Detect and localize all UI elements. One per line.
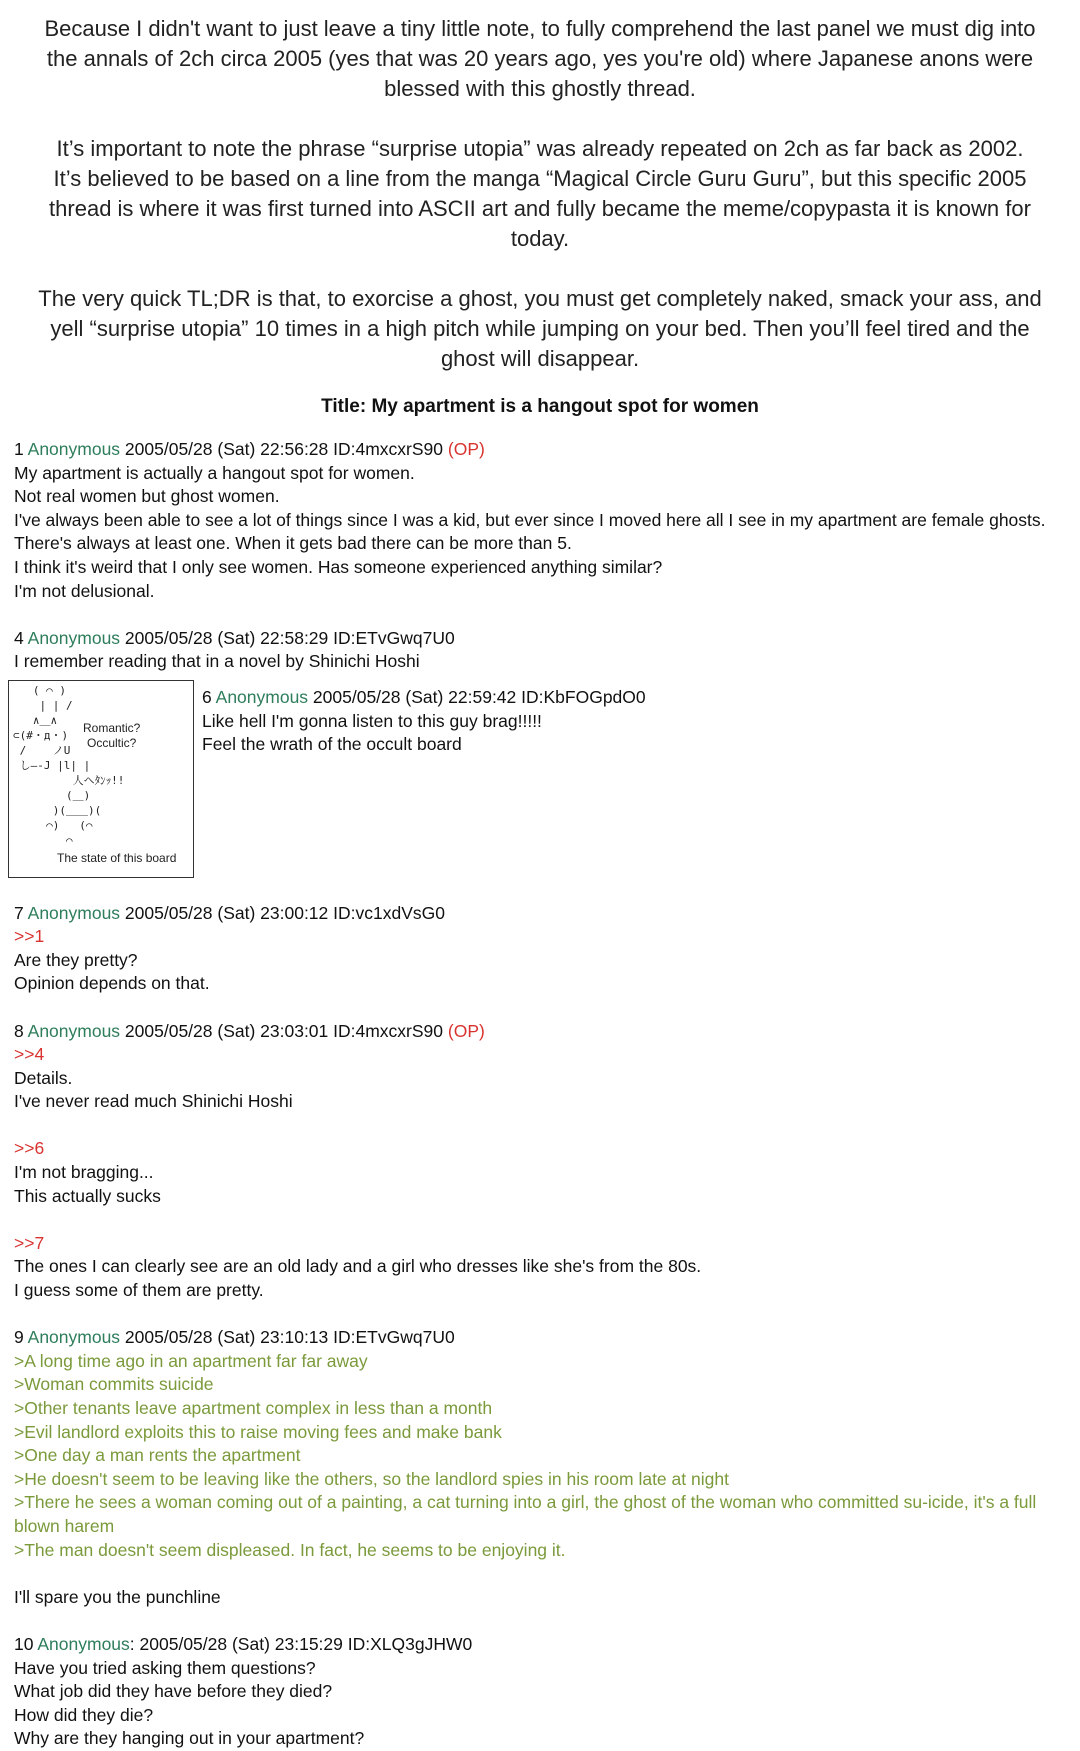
post-line: What job did they have before they died? xyxy=(14,1681,333,1702)
thread-title: Title: My apartment is a hangout spot for women xyxy=(321,396,759,417)
spacer xyxy=(14,1114,1066,1138)
greentext-line: >Other tenants leave apartment complex in less than a month xyxy=(14,1398,493,1418)
intro-paragraph-2b: It’s believed to be based on a line from the manga “Magical Circle Guru Guru”, but this specific 2005 thread is where it was first turned into ASCII art and fully became the meme/copypasta it is known for today. xyxy=(49,166,1031,251)
reply-link[interactable]: >>7 xyxy=(14,1232,45,1253)
post-line: I've always been able to see a lot of things since I was a kid, but ever since I moved here all I see in my apartment are female ghosts. xyxy=(14,509,1046,530)
post-number: 10 xyxy=(14,1633,34,1654)
post-header xyxy=(14,438,1066,462)
post-line: I'm not delusional. xyxy=(14,580,155,601)
spacer xyxy=(14,1562,1066,1586)
intro-paragraph-2a: It’s important to note the phrase “surprise utopia” was already repeated on 2ch as far back as 2002. xyxy=(56,136,1024,161)
post-meta: 2005/05/28 (Sat) 23:03:01 ID:4mxcxrS90 xyxy=(120,1020,448,1041)
greentext-line: >Evil landlord exploits this to raise moving fees and make bank xyxy=(14,1421,502,1442)
post-header xyxy=(14,1020,1066,1044)
post-header xyxy=(14,627,1066,651)
greentext-line: >Woman commits suicide xyxy=(14,1374,214,1395)
post-line: The ones I can clearly see are an old lady and a girl who dresses like she's from the 80s. xyxy=(14,1256,702,1277)
intro-paragraph-3: The very quick TL;DR is that, to exorcise a ghost, you must get completely naked, smack your ass, and yell “surprise utopia” 10 times in a high pitch while jumping on your bed. Then you’ll feel tired and the ghost will disappear. xyxy=(38,286,1042,371)
post-line: Have you tried asking them questions? xyxy=(14,1657,316,1678)
greentext-line: >A long time ago in an apartment far far away xyxy=(14,1350,368,1371)
thread xyxy=(0,438,1080,1751)
post-header xyxy=(202,686,646,710)
post-9 xyxy=(14,1326,1066,1609)
post-number: 9 xyxy=(14,1327,24,1348)
post-8 xyxy=(14,1020,1066,1303)
poster-name[interactable]: Anonymous xyxy=(215,686,309,707)
ascii-art-image xyxy=(8,680,194,878)
post-number: 4 xyxy=(14,627,24,648)
post-line: Are they pretty? xyxy=(14,949,138,970)
poster-name[interactable]: Anonymous xyxy=(37,1633,130,1654)
post-line: How did they die? xyxy=(14,1704,154,1725)
poster-name[interactable]: Anonymous xyxy=(27,902,121,923)
greentext-line: >The man doesn't seem displeased. In fact, he seems to be enjoying it. xyxy=(14,1539,566,1560)
post-header xyxy=(14,1633,1066,1657)
post-meta: 2005/05/28 (Sat) 22:59:42 ID:KbFOGpdO0 xyxy=(308,686,646,707)
ascii-art-labels: Romantic? Occultic? xyxy=(83,720,141,750)
post-line: I'm not bragging... xyxy=(14,1162,154,1183)
post-line: Feel the wrath of the occult board xyxy=(202,734,462,755)
intro-text xyxy=(0,0,1080,374)
intro-paragraph-1: Because I didn't want to just leave a tiny little note, to fully comprehend the last panel we must dig into the annals of 2ch circa 2005 (yes that was 20 years ago, yes you're old) where Japanese anons were blessed with this ghostly thread. xyxy=(44,16,1036,101)
poster-name[interactable]: Anonymous xyxy=(27,627,121,648)
post-line: I think it's weird that I only see women. Has someone experienced anything similar? xyxy=(14,556,663,577)
post-line: Opinion depends on that. xyxy=(14,973,210,994)
post-number: 8 xyxy=(14,1020,24,1041)
post-6-row xyxy=(14,680,1066,878)
post-number: 1 xyxy=(14,439,24,459)
post-4 xyxy=(14,627,1066,674)
post-10 xyxy=(14,1633,1066,1751)
post-line: Details. xyxy=(14,1067,73,1088)
reply-link[interactable]: >>1 xyxy=(14,926,45,947)
op-tag: (OP) xyxy=(447,1020,485,1041)
greentext-line: >There he sees a woman coming out of a painting, a cat turning into a girl, the ghost of the woman who committed su-icide, it's a full blown harem xyxy=(14,1492,1042,1536)
post-meta: 2005/05/28 (Sat) 23:10:13 ID:ETvGwq7U0 xyxy=(120,1327,455,1348)
post-line: Like hell I'm gonna listen to this guy brag!!!!! xyxy=(202,710,542,731)
spacer xyxy=(14,1208,1066,1232)
post-line: My apartment is actually a hangout spot for women. xyxy=(14,462,415,483)
poster-name[interactable]: Anonymous xyxy=(27,439,121,459)
post-line: I remember reading that in a novel by Shinichi Hoshi xyxy=(14,651,420,672)
post-1 xyxy=(14,438,1066,603)
poster-name[interactable]: Anonymous xyxy=(27,1327,121,1348)
op-tag: (OP) xyxy=(447,439,485,459)
ascii-art-caption: The state of this board xyxy=(57,851,177,866)
greentext-line: >He doesn't seem to be leaving like the others, so the landlord spies in his room late at night xyxy=(14,1468,729,1489)
post-line: I've never read much Shinichi Hoshi xyxy=(14,1091,293,1112)
ascii-art: ( ⌒ ) | | / ∧＿∧ ⊂(#・д・) / ノU し―-J |l| | 人ヘﾀﾝｯ!! (＿) )(＿＿)( ⌒) (⌒ ⌒ xyxy=(13,683,125,847)
post-number: 6 xyxy=(202,686,212,707)
poster-name[interactable]: Anonymous xyxy=(27,1020,121,1041)
post-6 xyxy=(202,686,646,757)
post-header xyxy=(14,902,1066,926)
post-line: Not real women but ghost women. xyxy=(14,486,280,507)
post-meta: : 2005/05/28 (Sat) 23:15:29 ID:XLQ3gJHW0 xyxy=(129,1633,473,1654)
greentext-line: >One day a man rents the apartment xyxy=(14,1445,301,1466)
post-line: There's always at least one. When it gets bad there can be more than 5. xyxy=(14,533,572,554)
post-7 xyxy=(14,902,1066,996)
post-header xyxy=(14,1326,1066,1350)
post-line: I guess some of them are pretty. xyxy=(14,1280,264,1301)
post-line: This actually sucks xyxy=(14,1185,161,1206)
post-number: 7 xyxy=(14,902,24,923)
reply-link[interactable]: >>6 xyxy=(14,1138,45,1159)
post-line: Why are they hanging out in your apartment? xyxy=(14,1728,365,1749)
post-meta: 2005/05/28 (Sat) 22:56:28 ID:4mxcxrS90 xyxy=(120,439,448,459)
intro-paragraph-2 xyxy=(30,134,1050,254)
post-line: I'll spare you the punchline xyxy=(14,1586,221,1607)
post-meta: 2005/05/28 (Sat) 23:00:12 ID:vc1xdVsG0 xyxy=(120,902,445,923)
reply-link[interactable]: >>4 xyxy=(14,1044,45,1065)
post-meta: 2005/05/28 (Sat) 22:58:29 ID:ETvGwq7U0 xyxy=(120,627,455,648)
